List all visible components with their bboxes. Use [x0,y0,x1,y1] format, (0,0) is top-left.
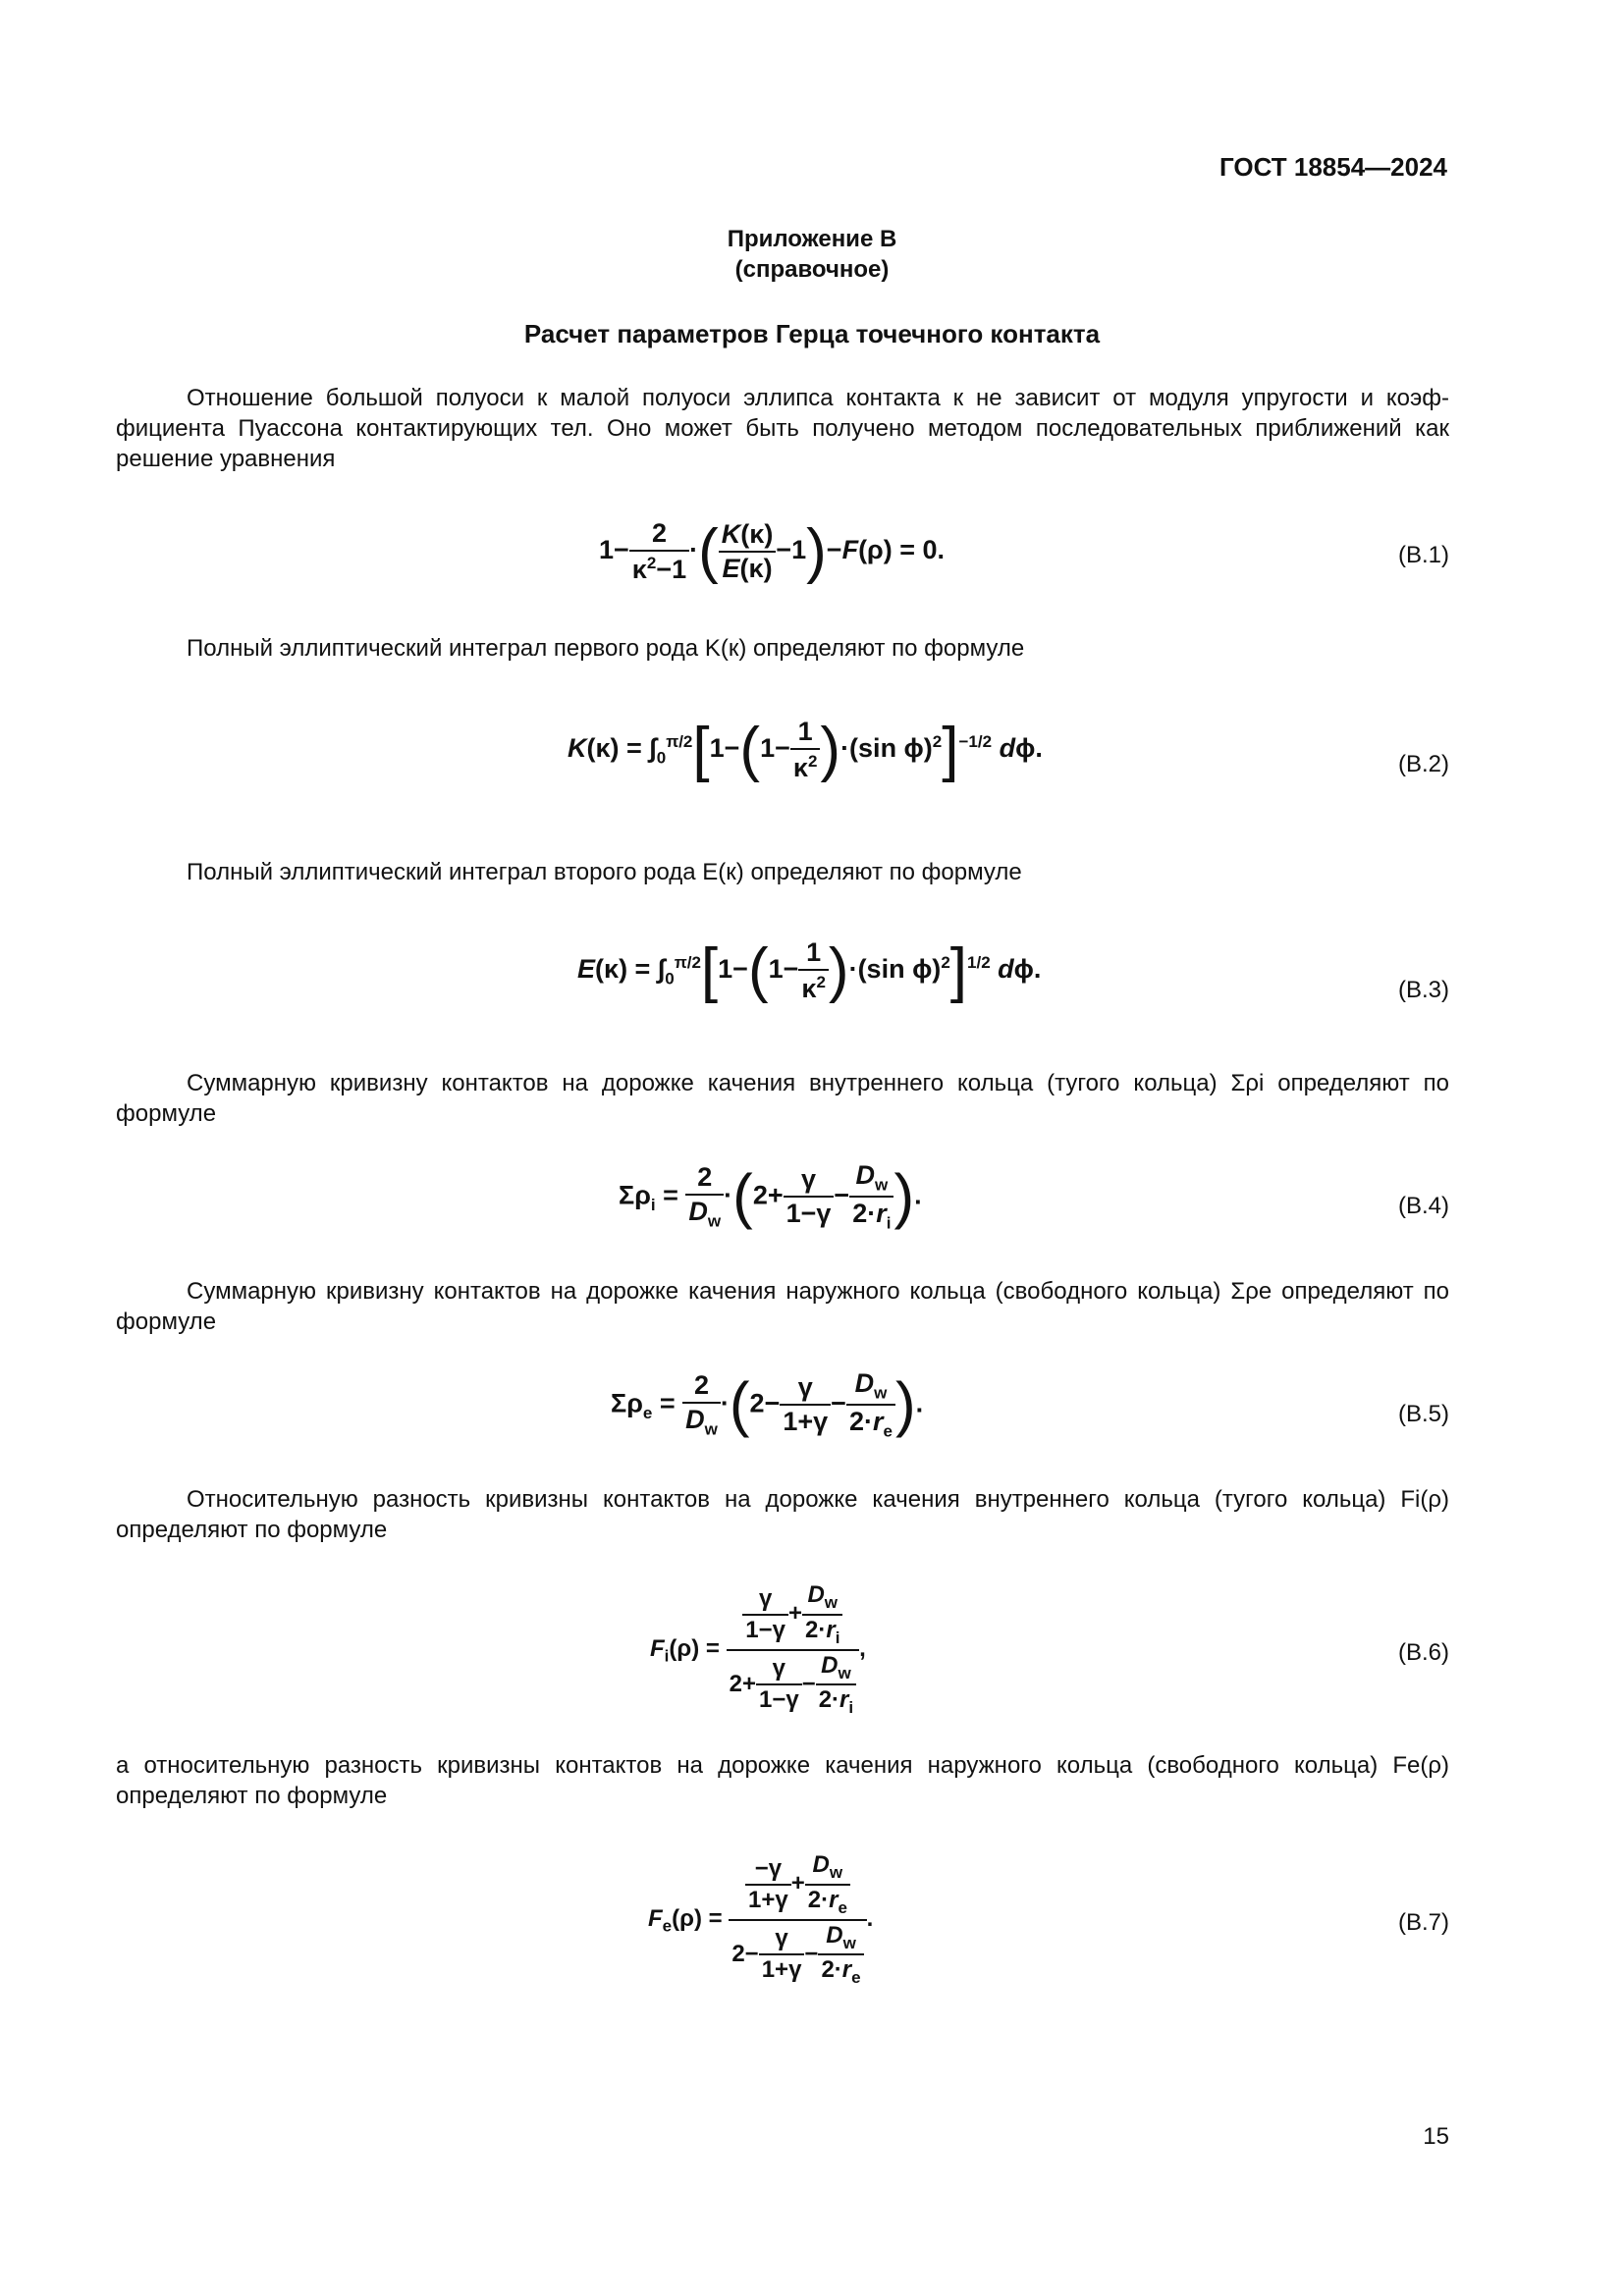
formula-b1: 1− $\frac{2}{\kappa^2-1}$ ·( $\frac{K(\kappa)}{E(\kappa)}$ −1)−F(ρ) = 0. [599,517,946,585]
formula-b3: $E(\kappa) = \int_0^{\pi/2}[1-(1-$ $\frac{1}{\kappa^2}$ )·(sin ϕ)$^2$]$^{1/2}$ dϕ. [577,936,1042,1004]
equation-number: (В.7) [1397,1909,1449,1936]
paragraph-3: Полный эллиптический интеграл второго рода E(к) определяют по формуле [187,859,1022,885]
section-title: Расчет параметров Герца точечного контакта [523,319,1101,348]
appendix-title: Приложение В [727,226,897,252]
equation-b4 [0,1158,1624,1247]
appendix-heading [0,224,1624,285]
formula-b5: $\Sigma\rho_e$ = $\frac{2}{D_w}$ ·(2− $\frac{\gamma}{1+\gamma}$ − $\frac{D_w}{2\cdot r_e}$ ). [611,1368,924,1441]
page-number: 15 [1423,2123,1449,2150]
formula-b4: $\Sigma\rho_i$ = $\frac{2}{D_w}$ ·(2+ $\frac{\gamma}{1-\gamma}$ − $\frac{D_w}{2\cdot r_i}$ ). [619,1160,922,1233]
equation-number: (В.1) [1397,542,1449,568]
appendix-subtitle: (справочное) [734,256,890,283]
paragraph-6: Относительную разность кривизны контактов на дорожке качения внутреннего кольца (тугого кольца) Fi(ρ) определяют по формуле [116,1486,1449,1543]
paragraph-1: Отношение большой полуоси к малой полуоси эллипса контакта к не зависит от модуля упругости и коэффициента Пуассона контактирующих тел. Оно может быть получено методом последовательных приближений как решение уравнения [116,385,1449,472]
equation-b3 [0,918,1624,1036]
equation-number: (В.6) [1397,1639,1449,1666]
formula-b7: $F_e(\rho)$ = $\frac{-\gamma}{1+\gamma}$ + $\frac{D_w}{2\cdot r_e}$ 2− $\frac{\gamma}{1+\gamma}$ − $\frac{D_w}{2\cdot r_e}$ . [648,1851,874,1988]
paragraph-4: Суммарную кривизну контактов на дорожке качения внутреннего кольца (тугого кольца) Σρi определяют по формуле [116,1070,1449,1127]
equation-b5 [0,1366,1624,1455]
equation-number: (В.2) [1397,751,1449,777]
paragraph-5: Суммарную кривизну контактов на дорожке качения наружного кольца (свободного кольца) Σρe определяют по формуле [116,1278,1449,1335]
equation-b6 [0,1575,1624,1718]
formula-b2: $K(\kappa) = \int_0^{\pi/2}[1-(1-$ $\frac{1}{\kappa^2}$ )·(sin ϕ)$^2$]$^{-1/2}$ dϕ. [568,716,1043,783]
paragraph-7: а относительную разность кривизны контактов на дорожке качения наружного кольца (свободного кольца) Fe(ρ) определяют по формуле [116,1752,1449,1809]
equation-b1 [0,510,1624,589]
equation-number: (В.5) [1397,1401,1449,1427]
equation-b2 [0,697,1624,815]
equation-b7 [0,1845,1624,1988]
formula-b6: $F_i(\rho)$ = $\frac{\gamma}{1-\gamma}$ + $\frac{D_w}{2\cdot r_i}$ 2+ $\frac{\gamma}{1-\gamma}$ − $\frac{D_w}{2\cdot r_i}$ , [650,1581,866,1718]
equation-number: (В.4) [1397,1193,1449,1219]
equation-number: (В.3) [1397,977,1449,1003]
paragraph-2: Полный эллиптический интеграл первого рода K(к) определяют по формуле [187,635,1025,662]
document-code: ГОСТ 18854—2024 [1219,152,1447,182]
